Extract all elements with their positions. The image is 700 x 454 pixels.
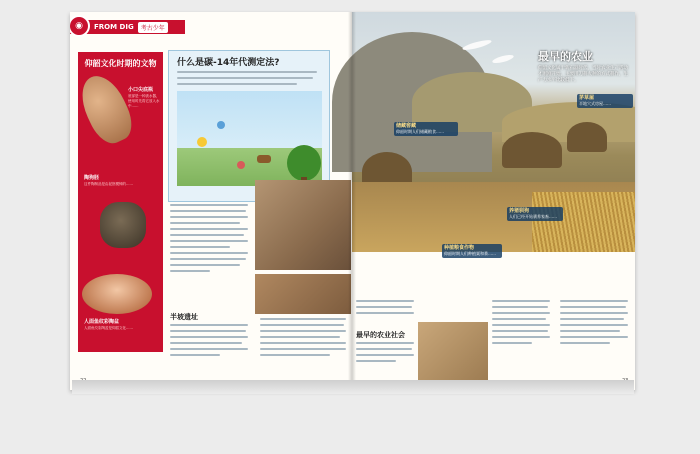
banpo-text [170,324,250,360]
pointed-bottle-artifact [73,69,139,149]
section-title-agri-society: 最早的农业社会 [356,331,405,339]
deer-icon [257,155,271,163]
right-page-subtitle: 仰韶文化属于新石器时代，当时农业生产活动才刚刚开始，主要用刀耕火种的方式耕作，生产力水平比较低下。 [538,66,628,83]
storage-cellar-label: 储藏窖藏 仰韶时期人们储藏粮食…… [394,122,458,136]
right-page [352,12,635,390]
hut-icon [567,122,607,152]
livestock-label: 养猪驯狗 人们已经开始驯养家畜…… [507,207,563,221]
page-header [70,20,185,34]
excavation-detail-photo [255,274,351,314]
agriculture-painting [418,322,488,380]
crane-icon [462,38,493,52]
tree-icon [287,145,321,181]
wheat-field [532,192,635,252]
artifact1-label: 小口尖底瓶 [128,87,154,93]
right-page-title: 最早的农业 [538,50,593,63]
middle-column-text [260,318,348,360]
right-col3-text [560,300,630,348]
grain-planting-label: 种植粮食作物 仰韶时期人们种植粟和黍…… [442,244,502,258]
right-col2-text [492,300,552,348]
artifact1-text: 底部是一种汲水器，使用时先将它放入水中…… [128,94,160,108]
artifact2-label: 陶狗胚 [84,175,100,181]
magazine-logo-icon: ◉ [70,15,90,37]
sidebar-title: 仰韶文化时期的文物 [84,59,157,68]
right-col1-text [356,300,416,318]
hut-icon [502,132,562,168]
pottery-dog-artifact [100,202,146,248]
section-title-banpo: 半坡遗址 [170,313,198,321]
carbon-dating-text-lines [177,71,317,89]
book-spine [348,12,356,390]
left-page [70,12,352,390]
molecule-icon [237,161,245,169]
fish-basin-artifact [82,274,152,314]
left-column-text [170,204,250,276]
carbon-dating-question: 什么是碳-14年代测定法? [177,58,280,68]
molecule-icon [217,121,225,129]
magazine-spread [70,12,635,390]
artifact3-label: 人面鱼纹彩陶盆 [84,319,120,325]
brand-chinese: 考古少年 [138,22,168,33]
crane-icon [492,53,515,64]
thatched-hut-label: 茅草屋 半地穴式房屋…… [577,94,633,108]
artifact-sidebar [78,52,163,352]
right-col1b-text [356,342,416,366]
artifact3-text: 人面鱼纹彩陶盆是仰韶文化…… [84,326,133,330]
sun-icon [197,137,207,147]
artifact2-text: 这件陶制品是由泥胚模铸的…… [84,182,133,186]
carbon-dating-diagram [177,91,322,186]
excavation-photo [255,180,351,270]
brand-english: FROM DIG [94,23,134,31]
neolithic-village-illustration [352,12,635,256]
